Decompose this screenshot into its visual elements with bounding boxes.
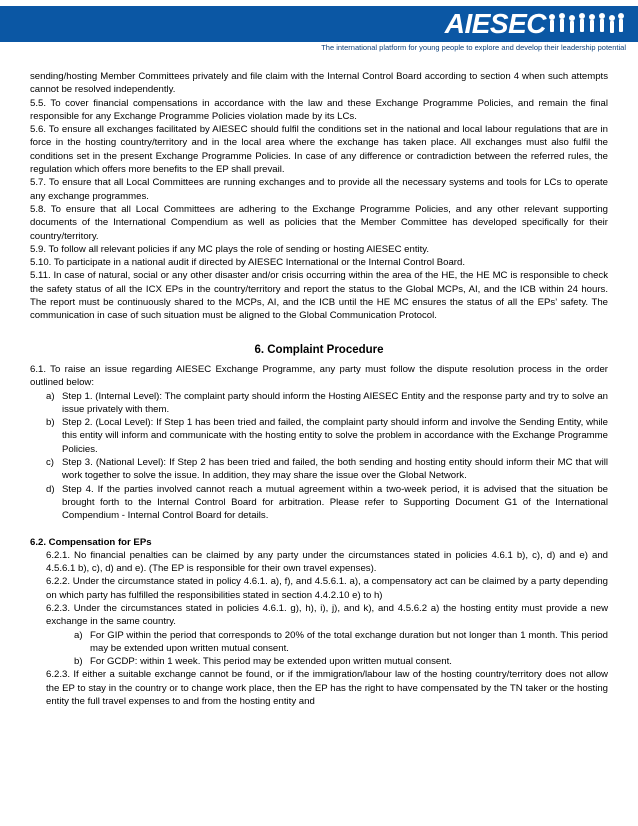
list-text: Step 3. (National Level): If Step 2 has been tried and failed, the both sending and hosting entity should inform their MC that will work together to solve the issue. In addition, they may share the issue over the Global Network.: [62, 457, 608, 482]
steps-list: [30, 390, 608, 523]
paragraph-6-2-2: 6.2.2. Under the circumstance stated in policy 4.6.1. a), f), and 4.5.6.1. a), a compensatory act can be claimed by a party depending on which party has fulfilled the responsibilities stated in section 4.4.2.10 e) to h): [46, 576, 608, 601]
page-header: [0, 0, 638, 56]
compensation-section: [30, 549, 608, 629]
list-item: [46, 456, 608, 483]
list-item: [46, 483, 608, 523]
list-text: Step 1. (Internal Level): The complaint party should inform the Hosting AIESEC Entity and the response party and try to solve an issue privately with them.: [62, 390, 608, 415]
list-marker: b): [74, 656, 83, 668]
compensation-section-cont: [30, 668, 608, 708]
paragraph-6-2-3: 6.2.3. Under the circumstances stated in policies 4.6.1. g), h), i), j), and k), and 4.5.6.2 a) the hosting entity must provide a new exchange in the same country.: [46, 602, 608, 628]
paragraph-6-2-3-b: 6.2.3. If either a suitable exchange cannot be found, or if the immigration/labour law of the hosting country/territory does not allow the EP to stay in the country or to change work place, then the EP has the right to have compensated by the TN taker or the hosting entity the full travel expenses to and from the hosting entity and: [46, 669, 608, 708]
paragraph-6-2-1: 6.2.1. No financial penalties can be claimed by any party under the circumstances stated in policies 4.6.1 b), c), d) and e) and 4.5.6.1 b), c), d) and e). (The EP is responsible for their own travel expenses).: [46, 549, 608, 575]
list-item: [46, 390, 608, 417]
list-marker: d): [46, 483, 55, 495]
sub-items-list: [30, 629, 608, 669]
paragraph: sending/hosting Member Committees privately and file claim with the Internal Control Board according to section 4 when such attempts cannot be resolved independently.: [30, 71, 608, 96]
list-item: [74, 655, 608, 668]
list-marker: a): [46, 390, 55, 402]
list-text: Step 4. If the parties involved cannot reach a mutual agreement within a two-week period, it is advised that the situation be brought forth to the Internal Control Board for arbitration. Please refer to Supporting Document G1 of the International Compendium - Internal Control Board for details.: [62, 483, 608, 522]
list-text: For GIP within the period that corresponds to 20% of the total exchange duration but not longer than 1 month. This period may be extended upon written mutual consent.: [90, 629, 608, 654]
list-text: Step 2. (Local Level): If Step 1 has been tried and failed, the complaint party should inform and involve the Sending Entity, while this entity will inform and communicate with the hosting entity to solve the problem in accordance with the Exchange Programme Policies.: [62, 417, 608, 455]
sub-heading: 6.2. Compensation for EPs: [30, 536, 152, 548]
paragraph-5-9: 5.9. To follow all relevant policies if any MC plays the role of sending or hosting AIESEC entity.: [30, 243, 430, 255]
document-body: [30, 70, 608, 708]
paragraph-6-1: 6.1. To raise an issue regarding AIESEC Exchange Programme, any party must follow the dispute resolution process in the order outlined below:: [30, 363, 608, 389]
list-item: [46, 416, 608, 456]
list-marker: b): [46, 417, 55, 429]
paragraph-5-10: 5.10. To participate in a national audit if directed by AIESEC International or the Internal Control Board.: [30, 257, 466, 269]
list-item: [74, 629, 608, 656]
paragraph-5-7: 5.7. To ensure that all Local Committees are running exchanges and to provide all the necessary systems and tools for LCs to operate any exchange programmes.: [30, 177, 608, 202]
paragraph-5-8: 5.8. To ensure that all Local Committees are adhering to the Exchange Programme Policies, and any other relevant supporting documents of the International Compendium as well as policies that the Member Committee has developed specifically for their country/territory.: [30, 203, 608, 242]
paragraph-5-6: 5.6. To ensure all exchanges facilitated by AIESEC should fulfil the conditions set in the national and local labour regulations that are in force in the hosting country/territory and in the local area where the exchange has taken place. All exchanges must also fulfil the conditions set in the present Exchange Programme Policies. In case of any difference or contradiction between the referred rules, the regulation which offers more benefits to the EP shall prevail.: [30, 124, 608, 176]
paragraph-5-11: 5.11. In case of natural, social or any other disaster and/or crisis occurring within the area of the HE, the HE MC is responsible to check the safety status of all the ICX EPs in the country/territory and report the status to the Global MCPs, AI, and the ICB within 24 hours. The report must be continuously shared to the MCPs, AI, and the ICB until the HE MC ensures the status of all the EPs’ safety. The communication in case of such situation must be aligned to the Global Communication Protocol.: [30, 270, 608, 322]
aiesec-logo: AIESEC: [444, 8, 546, 39]
people-figures-icon: [546, 12, 626, 40]
section-heading: 6. Complaint Procedure: [254, 343, 384, 356]
list-text: For GCDP: within 1 week. This period may be extended upon written mutual consent.: [90, 656, 452, 668]
paragraph-5-5: 5.5. To cover financial compensations in accordance with the law and these Exchange Programme Policies, and remain the final responsible for any Exchange Programme Policies violation made by its LCs.: [30, 97, 608, 122]
list-marker: c): [46, 457, 54, 469]
tagline: The international platform for young people to explore and develop their leadership potential: [321, 43, 626, 52]
list-marker: a): [74, 629, 83, 641]
